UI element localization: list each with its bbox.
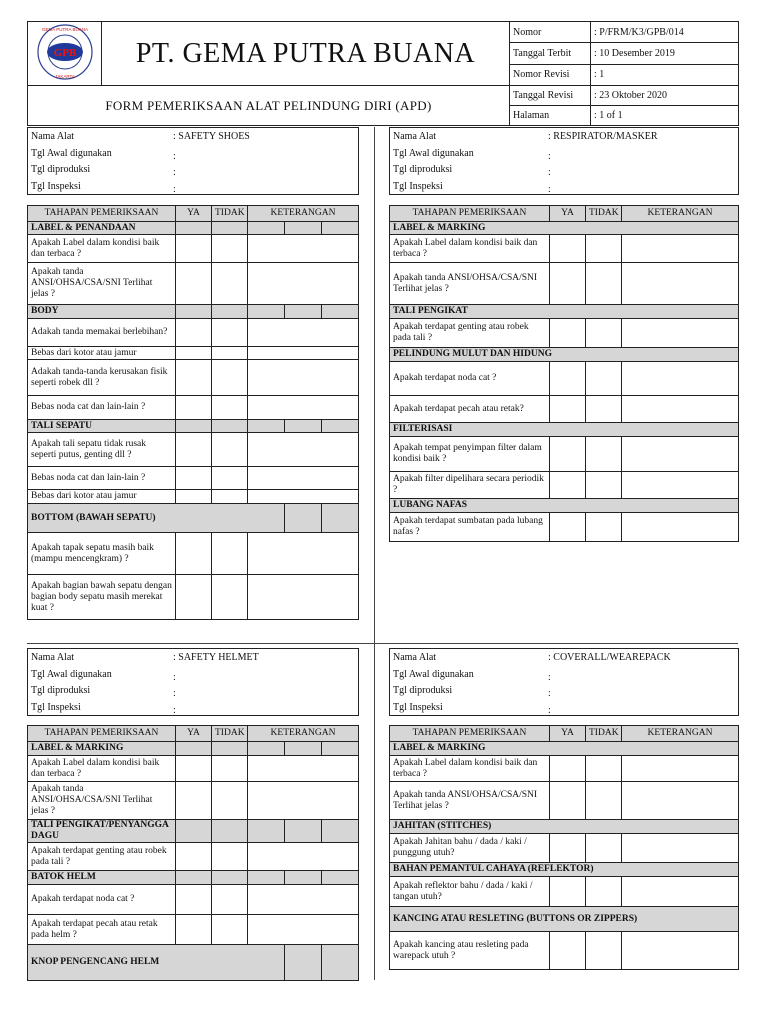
ya-checkbox-cell[interactable] xyxy=(176,467,212,490)
keterangan-cell[interactable] xyxy=(248,396,359,420)
section-heading: TALI PENGIKAT/PENYANGGA DAGU xyxy=(28,820,176,843)
section-heading: LABEL & MARKING xyxy=(28,742,176,756)
check-item-label: Adakah tanda memakai berlebihan? xyxy=(28,319,176,347)
form-header xyxy=(27,21,739,126)
section-cell xyxy=(322,871,359,885)
check-row xyxy=(28,782,359,820)
check-item-label: Bebas noda cat dan lain-lain ? xyxy=(28,396,176,420)
section-row xyxy=(28,222,359,235)
ya-checkbox-cell[interactable] xyxy=(550,932,586,970)
col-header-note: KETERANGAN xyxy=(622,206,739,222)
info-label: Nama Alat xyxy=(393,652,437,663)
vertical-divider xyxy=(374,127,375,980)
section-cell xyxy=(248,742,285,756)
section-cell xyxy=(285,871,322,885)
meta-label: Nomor xyxy=(510,22,591,43)
horizontal-divider xyxy=(27,643,738,644)
tidak-checkbox-cell[interactable] xyxy=(586,834,622,863)
check-row xyxy=(28,575,359,620)
check-row xyxy=(28,319,359,347)
check-row xyxy=(28,263,359,305)
section-cell xyxy=(322,504,359,533)
check-row xyxy=(28,885,359,915)
section-cell xyxy=(212,222,248,235)
section-row xyxy=(28,504,359,533)
info-label: Tgl Inspeksi xyxy=(31,180,81,192)
section-row xyxy=(390,863,739,877)
section-cell xyxy=(322,222,359,235)
keterangan-cell[interactable] xyxy=(248,575,359,620)
ya-checkbox-cell[interactable] xyxy=(176,533,212,575)
info-label: Nama Alat xyxy=(393,131,437,142)
ya-checkbox-cell[interactable] xyxy=(176,915,212,945)
section-heading: KNOP PENGENCANG HELM xyxy=(28,945,285,981)
section-row xyxy=(390,222,739,235)
checklist-helmet xyxy=(27,725,359,981)
tidak-checkbox-cell[interactable] xyxy=(586,756,622,782)
ya-checkbox-cell[interactable] xyxy=(550,319,586,348)
check-item-label: Bebas noda cat dan lain-lain ? xyxy=(28,467,176,490)
check-row xyxy=(28,396,359,420)
ya-checkbox-cell[interactable] xyxy=(176,782,212,820)
section-cell xyxy=(248,420,285,433)
info-tool-name: : SAFETY HELMET xyxy=(173,652,259,663)
section-heading: TALI SEPATU xyxy=(28,420,176,433)
section-cell xyxy=(176,742,212,756)
tidak-checkbox-cell[interactable] xyxy=(586,472,622,499)
section-row xyxy=(390,820,739,834)
form-title: FORM PEMERIKSAAN ALAT PELINDUNG DIRI (APD) xyxy=(28,86,510,126)
tidak-checkbox-cell[interactable] xyxy=(586,319,622,348)
info-tool-name: : SAFETY SHOES xyxy=(173,131,250,142)
meta-value: : 1 of 1 xyxy=(591,106,739,126)
info-value[interactable]: : xyxy=(173,704,176,716)
info-value[interactable]: : xyxy=(548,183,551,195)
tidak-checkbox-cell[interactable] xyxy=(586,877,622,907)
check-item-label: Apakah filter dipelihara secara periodik ? xyxy=(390,472,550,499)
info-tool-name: : COVERALL/WEAREPACK xyxy=(548,652,671,663)
section-heading: BATOK HELM xyxy=(28,871,176,885)
check-row xyxy=(390,396,739,423)
check-row xyxy=(390,932,739,970)
ya-checkbox-cell[interactable] xyxy=(176,433,212,467)
keterangan-cell[interactable] xyxy=(622,782,739,820)
section-cell xyxy=(322,420,359,433)
col-header-no: TIDAK xyxy=(586,206,622,222)
col-header-stage: TAHAPAN PEMERIKSAAN xyxy=(390,726,550,742)
check-row xyxy=(390,263,739,305)
check-row xyxy=(28,533,359,575)
check-item-label: Apakah terdapat genting atau robek pada tali ? xyxy=(390,319,550,348)
check-item-label: Apakah tanda ANSI/OHSA/CSA/SNI Terlihat jelas ? xyxy=(390,263,550,305)
tidak-checkbox-cell[interactable] xyxy=(212,885,248,915)
info-value[interactable]: : xyxy=(548,671,551,683)
meta-label: Tanggal Terbit xyxy=(510,43,591,64)
section-heading: KANCING ATAU RESLETING (BUTTONS OR ZIPPERS) xyxy=(390,907,739,932)
section-cell xyxy=(322,305,359,319)
check-item-label: Apakah tali sepatu tidak rusak seperti putus, genting dll ? xyxy=(28,433,176,467)
info-label: Tgl diproduksi xyxy=(31,164,91,175)
info-label: Tgl Inspeksi xyxy=(393,180,443,192)
info-label: Tgl diproduksi xyxy=(393,164,453,175)
ya-checkbox-cell[interactable] xyxy=(550,472,586,499)
ya-checkbox-cell[interactable] xyxy=(176,319,212,347)
keterangan-cell[interactable] xyxy=(248,915,359,945)
section-cell xyxy=(212,871,248,885)
check-item-label: Apakah terdapat pecah atau retak? xyxy=(390,396,550,423)
tidak-checkbox-cell[interactable] xyxy=(212,347,248,360)
info-label: Tgl Awal digunakan xyxy=(393,147,474,159)
section-cell xyxy=(248,871,285,885)
col-header-yes: YA xyxy=(550,206,586,222)
check-row xyxy=(390,877,739,907)
keterangan-cell[interactable] xyxy=(622,437,739,472)
col-header-no: TIDAK xyxy=(212,206,248,222)
keterangan-cell[interactable] xyxy=(248,843,359,871)
ya-checkbox-cell[interactable] xyxy=(176,756,212,782)
col-header-no: TIDAK xyxy=(212,726,248,742)
section-cell xyxy=(176,305,212,319)
check-item-label: Apakah Label dalam kondisi baik dan terbaca ? xyxy=(390,756,550,782)
info-value[interactable]: : xyxy=(173,167,176,178)
section-cell xyxy=(248,305,285,319)
section-heading: BODY xyxy=(28,305,176,319)
info-label: Nama Alat xyxy=(31,131,75,142)
section-row xyxy=(390,907,739,932)
section-row xyxy=(390,423,739,437)
col-header-yes: YA xyxy=(550,726,586,742)
checklist-respirator xyxy=(389,205,739,542)
info-label: Tgl diproduksi xyxy=(393,685,453,696)
info-label: Tgl Inspeksi xyxy=(31,701,81,713)
section-cell xyxy=(176,871,212,885)
check-row xyxy=(28,433,359,467)
ya-checkbox-cell[interactable] xyxy=(550,263,586,305)
tidak-checkbox-cell[interactable] xyxy=(586,362,622,396)
tidak-checkbox-cell[interactable] xyxy=(212,396,248,420)
info-value[interactable]: : xyxy=(548,150,551,162)
col-header-note: KETERANGAN xyxy=(248,726,359,742)
section-cell xyxy=(285,420,322,433)
section-heading: TALI PENGIKAT xyxy=(390,305,739,319)
section-row xyxy=(390,305,739,319)
col-header-yes: YA xyxy=(176,206,212,222)
check-item-label: Apakah terdapat pecah atau retak pada helm ? xyxy=(28,915,176,945)
keterangan-cell[interactable] xyxy=(248,347,359,360)
section-cell xyxy=(285,504,322,533)
ya-checkbox-cell[interactable] xyxy=(176,235,212,263)
section-cell xyxy=(248,222,285,235)
info-value[interactable]: : xyxy=(173,688,176,699)
check-row xyxy=(390,319,739,348)
check-row xyxy=(390,834,739,863)
tidak-checkbox-cell[interactable] xyxy=(212,915,248,945)
ya-checkbox-cell[interactable] xyxy=(550,362,586,396)
section-row xyxy=(28,945,359,981)
section-cell xyxy=(212,420,248,433)
info-label: Tgl diproduksi xyxy=(31,685,91,696)
check-row xyxy=(390,782,739,820)
tidak-checkbox-cell[interactable] xyxy=(212,782,248,820)
meta-value: : 10 Desember 2019 xyxy=(591,43,739,64)
info-tool-name: : RESPIRATOR/MASKER xyxy=(548,131,658,142)
info-value[interactable]: : xyxy=(173,671,176,683)
keterangan-cell[interactable] xyxy=(248,467,359,490)
check-row xyxy=(28,756,359,782)
keterangan-cell[interactable] xyxy=(622,513,739,542)
keterangan-cell[interactable] xyxy=(622,263,739,305)
keterangan-cell[interactable] xyxy=(248,885,359,915)
check-item-label: Apakah tanda ANSI/OHSA/CSA/SNI Terlihat jelas ? xyxy=(28,782,176,820)
col-header-note: KETERANGAN xyxy=(622,726,739,742)
check-row xyxy=(28,915,359,945)
check-row xyxy=(28,235,359,263)
check-item-label: Apakah tanda ANSI/OHSA/CSA/SNI Terlihat jelas ? xyxy=(28,263,176,305)
info-respirator xyxy=(389,127,739,195)
section-row xyxy=(28,820,359,843)
section-cell xyxy=(212,305,248,319)
checklist-coverall xyxy=(389,725,739,970)
info-value[interactable]: : xyxy=(173,183,176,195)
keterangan-cell[interactable] xyxy=(622,396,739,423)
info-shoes xyxy=(27,127,359,195)
check-item-label: Apakah tanda ANSI/OHSA/CSA/SNI Terlihat jelas ? xyxy=(390,782,550,820)
section-row xyxy=(28,742,359,756)
info-helmet xyxy=(27,648,359,716)
check-row xyxy=(390,235,739,263)
ya-checkbox-cell[interactable] xyxy=(550,756,586,782)
check-row xyxy=(28,360,359,396)
check-item-label: Apakah tapak sepatu masih baik (mampu mencengkram) ? xyxy=(28,533,176,575)
check-item-label: Apakah terdapat noda cat ? xyxy=(390,362,550,396)
check-item-label: Apakah terdapat sumbatan pada lubang nafas ? xyxy=(390,513,550,542)
check-row xyxy=(390,362,739,396)
svg-text:GPB: GPB xyxy=(53,47,76,59)
ya-checkbox-cell[interactable] xyxy=(176,490,212,504)
info-label: Tgl Inspeksi xyxy=(393,701,443,713)
info-label: Tgl Awal digunakan xyxy=(393,668,474,680)
ya-checkbox-cell[interactable] xyxy=(176,360,212,396)
tidak-checkbox-cell[interactable] xyxy=(586,513,622,542)
tidak-checkbox-cell[interactable] xyxy=(586,396,622,423)
check-item-label: Apakah Label dalam kondisi baik dan terbaca ? xyxy=(390,235,550,263)
keterangan-cell[interactable] xyxy=(248,782,359,820)
section-cell xyxy=(248,820,285,843)
info-value[interactable]: : xyxy=(548,167,551,178)
ya-checkbox-cell[interactable] xyxy=(176,885,212,915)
keterangan-cell[interactable] xyxy=(248,533,359,575)
check-row xyxy=(390,756,739,782)
section-cell xyxy=(322,945,359,981)
tidak-checkbox-cell[interactable] xyxy=(586,932,622,970)
svg-text:JAKARTA: JAKARTA xyxy=(54,74,75,79)
info-value[interactable]: : xyxy=(173,150,176,162)
keterangan-cell[interactable] xyxy=(622,756,739,782)
check-item-label: Apakah Jahitan bahu / dada / kaki / punggung utuh? xyxy=(390,834,550,863)
check-item-label: Bebas dari kotor atau jamur xyxy=(28,347,176,360)
check-row xyxy=(390,437,739,472)
section-heading: BAHAN PEMANTUL CAHAYA (REFLEKTOR) xyxy=(390,863,739,877)
section-row xyxy=(28,420,359,433)
keterangan-cell[interactable] xyxy=(622,877,739,907)
section-cell xyxy=(322,820,359,843)
keterangan-cell[interactable] xyxy=(622,235,739,263)
ya-checkbox-cell[interactable] xyxy=(550,513,586,542)
section-cell xyxy=(285,820,322,843)
section-row xyxy=(28,871,359,885)
section-heading: BOTTOM (BAWAH SEPATU) xyxy=(28,504,285,533)
tidak-checkbox-cell[interactable] xyxy=(212,756,248,782)
check-row xyxy=(28,347,359,360)
section-cell xyxy=(176,420,212,433)
tidak-checkbox-cell[interactable] xyxy=(212,263,248,305)
meta-label: Halaman xyxy=(510,106,591,126)
section-cell xyxy=(285,945,322,981)
ya-checkbox-cell[interactable] xyxy=(176,843,212,871)
info-value[interactable]: : xyxy=(548,704,551,716)
section-cell xyxy=(322,742,359,756)
keterangan-cell[interactable] xyxy=(622,472,739,499)
tidak-checkbox-cell[interactable] xyxy=(212,843,248,871)
info-label: Nama Alat xyxy=(31,652,75,663)
check-item-label: Apakah Label dalam kondisi baik dan terbaca ? xyxy=(28,756,176,782)
tidak-checkbox-cell[interactable] xyxy=(586,235,622,263)
check-item-label: Apakah tempat penyimpan filter dalam kondisi baik ? xyxy=(390,437,550,472)
section-row xyxy=(28,305,359,319)
tidak-checkbox-cell[interactable] xyxy=(212,319,248,347)
info-value[interactable]: : xyxy=(548,688,551,699)
ya-checkbox-cell[interactable] xyxy=(550,437,586,472)
info-label: Tgl Awal digunakan xyxy=(31,147,112,159)
section-cell xyxy=(285,305,322,319)
keterangan-cell[interactable] xyxy=(248,235,359,263)
col-header-no: TIDAK xyxy=(586,726,622,742)
check-item-label: Apakah terdapat genting atau robek pada tali ? xyxy=(28,843,176,871)
tidak-checkbox-cell[interactable] xyxy=(212,360,248,396)
ya-checkbox-cell[interactable] xyxy=(550,396,586,423)
tidak-checkbox-cell[interactable] xyxy=(586,437,622,472)
tidak-checkbox-cell[interactable] xyxy=(212,490,248,504)
keterangan-cell[interactable] xyxy=(622,932,739,970)
tidak-checkbox-cell[interactable] xyxy=(586,782,622,820)
col-header-stage: TAHAPAN PEMERIKSAAN xyxy=(390,206,550,222)
ya-checkbox-cell[interactable] xyxy=(550,782,586,820)
ya-checkbox-cell[interactable] xyxy=(550,235,586,263)
ya-checkbox-cell[interactable] xyxy=(176,575,212,620)
tidak-checkbox-cell[interactable] xyxy=(212,533,248,575)
meta-value: : 23 Oktober 2020 xyxy=(591,86,739,106)
section-heading: JAHITAN (STITCHES) xyxy=(390,820,739,834)
col-header-yes: YA xyxy=(176,726,212,742)
section-cell xyxy=(285,222,322,235)
check-row xyxy=(390,472,739,499)
ya-checkbox-cell[interactable] xyxy=(550,834,586,863)
ya-checkbox-cell[interactable] xyxy=(550,877,586,907)
tidak-checkbox-cell[interactable] xyxy=(212,433,248,467)
keterangan-cell[interactable] xyxy=(248,433,359,467)
section-heading: LABEL & PENANDAAN xyxy=(28,222,176,235)
checklist-shoes xyxy=(27,205,359,620)
tidak-checkbox-cell[interactable] xyxy=(212,467,248,490)
check-item-label: Apakah bagian bawah sepatu dengan bagian body sepatu masih merekat kuat ? xyxy=(28,575,176,620)
svg-text:GEMA PUTRA BUANA: GEMA PUTRA BUANA xyxy=(41,27,88,32)
check-item-label: Adakah tanda-tanda kerusakan fisik seperti robek dll ? xyxy=(28,360,176,396)
keterangan-cell[interactable] xyxy=(622,319,739,348)
section-cell xyxy=(285,742,322,756)
col-header-note: KETERANGAN xyxy=(248,206,359,222)
meta-label: Tanggal Revisi xyxy=(510,86,591,106)
check-item-label: Bebas dari kotor atau jamur xyxy=(28,490,176,504)
section-row xyxy=(390,742,739,756)
check-row xyxy=(28,490,359,504)
ya-checkbox-cell[interactable] xyxy=(176,347,212,360)
check-item-label: Apakah kancing atau resleting pada warepack utuh ? xyxy=(390,932,550,970)
keterangan-cell[interactable] xyxy=(248,360,359,396)
company-logo xyxy=(30,22,100,82)
ya-checkbox-cell[interactable] xyxy=(176,396,212,420)
check-item-label: Apakah terdapat noda cat ? xyxy=(28,885,176,915)
check-item-label: Apakah Label dalam kondisi baik dan terbaca ? xyxy=(28,235,176,263)
logo-cell xyxy=(28,22,102,86)
col-header-stage: TAHAPAN PEMERIKSAAN xyxy=(28,726,176,742)
keterangan-cell[interactable] xyxy=(248,263,359,305)
meta-value: : 1 xyxy=(591,64,739,85)
check-row xyxy=(390,513,739,542)
meta-label: Nomor Revisi xyxy=(510,64,591,85)
section-heading: FILTERISASI xyxy=(390,423,739,437)
keterangan-cell[interactable] xyxy=(622,834,739,863)
check-row xyxy=(28,467,359,490)
section-heading: LABEL & MARKING xyxy=(390,742,739,756)
col-header-stage: TAHAPAN PEMERIKSAAN xyxy=(28,206,176,222)
tidak-checkbox-cell[interactable] xyxy=(212,235,248,263)
keterangan-cell[interactable] xyxy=(248,756,359,782)
section-cell xyxy=(176,222,212,235)
info-coverall xyxy=(389,648,739,716)
company-name: PT. GEMA PUTRA BUANA xyxy=(102,22,510,86)
section-row xyxy=(390,499,739,513)
meta-value: : P/FRM/K3/GPB/014 xyxy=(591,22,739,43)
section-heading: LUBANG NAFAS xyxy=(390,499,739,513)
section-cell xyxy=(176,820,212,843)
ya-checkbox-cell[interactable] xyxy=(176,263,212,305)
tidak-checkbox-cell[interactable] xyxy=(586,263,622,305)
info-label: Tgl Awal digunakan xyxy=(31,668,112,680)
section-heading: PELINDUNG MULUT DAN HIDUNG xyxy=(390,348,739,362)
section-row xyxy=(390,348,739,362)
tidak-checkbox-cell[interactable] xyxy=(212,575,248,620)
keterangan-cell[interactable] xyxy=(248,490,359,504)
check-item-label: Apakah reflektor bahu / dada / kaki / tangan utuh? xyxy=(390,877,550,907)
keterangan-cell[interactable] xyxy=(248,319,359,347)
section-cell xyxy=(212,820,248,843)
section-cell xyxy=(212,742,248,756)
check-row xyxy=(28,843,359,871)
section-heading: LABEL & MARKING xyxy=(390,222,739,235)
keterangan-cell[interactable] xyxy=(622,362,739,396)
